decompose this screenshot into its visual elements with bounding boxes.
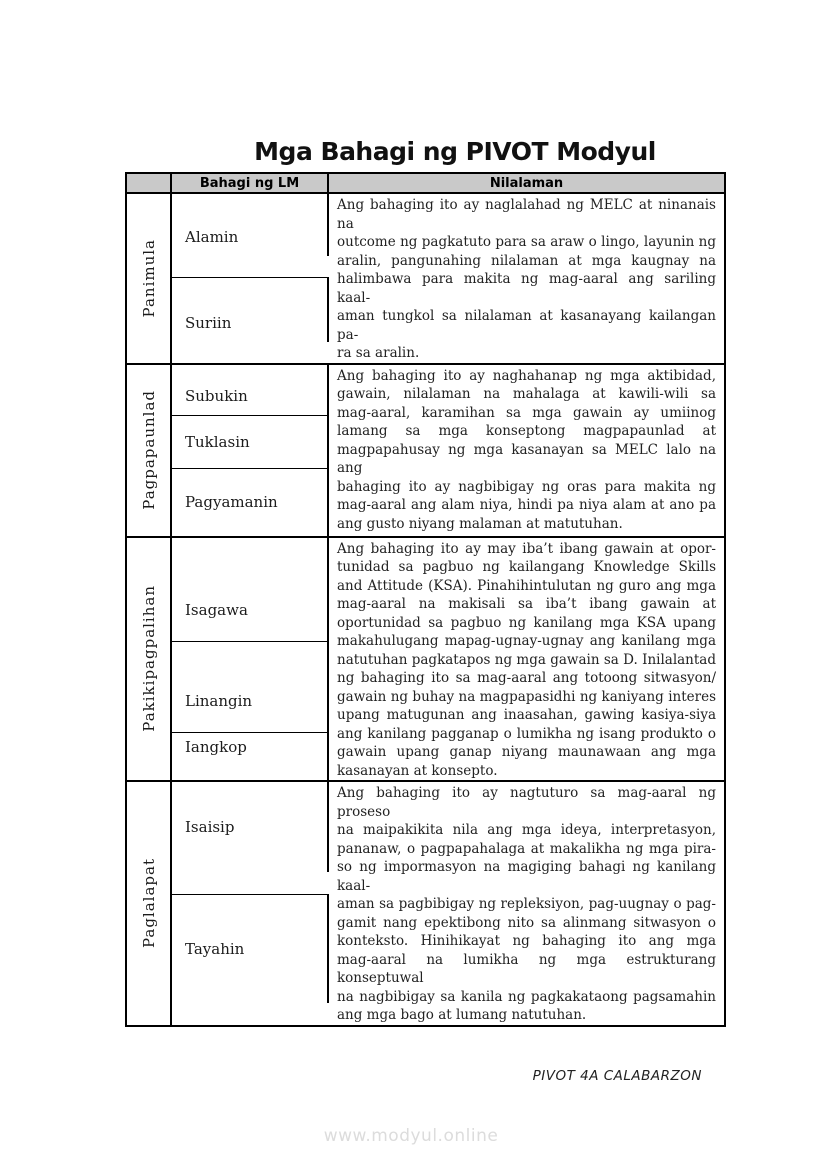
- content-line: Ang bahaging ito ay naghahanap ng mga aktibidad,: [337, 367, 716, 384]
- part-cell-suriin: Suriin: [172, 277, 329, 342]
- content-line: natutuhan pagkatapos ng mga gawain sa D. Inilalantad: [337, 651, 716, 668]
- stage-cell: [127, 365, 172, 536]
- section-panimula: [127, 194, 724, 363]
- pivot-module-table: [125, 172, 726, 1027]
- stage-label: Paglalapat: [139, 858, 158, 949]
- content-line: aralin, pangunahing nilalaman at mga kaugnay na: [337, 252, 716, 269]
- page-footer: PIVOT 4A CALABARZON: [532, 1068, 702, 1084]
- content-line: oportunidad sa pagbuo ng kanilang mga KSA upang: [337, 614, 716, 631]
- page-title: Mga Bahagi ng PIVOT Modyul: [254, 136, 656, 166]
- content-line: konteksto. Hinihikayat ng bahaging ito ang mga: [337, 933, 716, 949]
- content-line: Ang bahaging ito ay naglalahad ng MELC at ninanais na: [337, 197, 716, 232]
- part-cell-isagawa: Isagawa: [172, 538, 329, 641]
- content-line: tunidad sa pagbuo ng kailangang Knowledge Skills: [337, 559, 716, 575]
- content-cell: [329, 365, 724, 536]
- content-line: pananaw, o pagpapahalaga at makalikha ng mga pira-: [337, 840, 716, 857]
- header-part-cell: Bahagi ng LM: [172, 174, 329, 192]
- content-line: kasanayan at konsepto.: [337, 762, 498, 779]
- content-line: bahaging ito ay nagbibigay ng oras para makita ng: [337, 478, 716, 495]
- watermark: www.modyul.online: [323, 1126, 499, 1146]
- content-line: ng bahaging ito sa mag-aaral ang totoong sitwasyon/: [337, 670, 716, 686]
- stage-cell: [127, 194, 172, 363]
- part-cell-pagyamanin: Pagyamanin: [172, 468, 329, 536]
- part-cell-iangkop: Iangkop: [172, 732, 329, 780]
- header-stage-cell: [127, 174, 172, 192]
- content-line: makahulugang mapag-ugnay-ugnay ang kanilang mga: [337, 633, 716, 649]
- content-line: halimbawa para makita ng mag-aaral ang sariling kaal-: [337, 271, 716, 306]
- stage-label: Pakikipagpalihan: [139, 585, 158, 733]
- content-line: gawain upang ganap niyang maunawaan ang mga: [337, 744, 716, 760]
- header-content-cell: Nilalaman: [489, 175, 564, 191]
- part-cell-tayahin: Tayahin: [172, 894, 329, 1003]
- content-line: magpapahusay ng mga kasanayan sa MELC lalo na ang: [337, 441, 716, 476]
- content-line: so ng impormasyon na magiging bahagi ng kanilang kaal-: [337, 859, 716, 894]
- content-line: lamang sa mga konseptong magpapaunlad at: [337, 423, 716, 439]
- content-line: mag-aaral na lumikha ng mga estrukturang konseptuwal: [337, 951, 716, 986]
- content-line: aman sa pagbibigay ng repleksiyon, pag-uugnay o pag-: [337, 896, 716, 912]
- stage-label: Panimula: [139, 239, 158, 318]
- stage-cell: [127, 782, 172, 1025]
- content-line: outcome ng pagkatuto para sa araw o lingo, layunin ng: [337, 234, 716, 250]
- content-line: gawain, nilalaman na mahalaga at kawili-wili sa: [337, 386, 716, 402]
- section-paglalapat: [127, 780, 724, 1025]
- content-line: ang gusto niyang malaman at matutuhan.: [337, 515, 623, 532]
- part-cell-tuklasin: Tuklasin: [172, 415, 329, 468]
- table-header-row: [127, 174, 724, 194]
- content-line: mag-aaral na makisali sa iba’t ibang gawain at: [337, 596, 716, 612]
- part-cell-alamin: Alamin: [172, 194, 329, 256]
- content-line: Ang bahaging ito ay may iba’t ibang gawain at opor-: [337, 540, 716, 557]
- part-cell-linangin: Linangin: [172, 641, 329, 732]
- part-cell-isaisip: Isaisip: [172, 782, 329, 872]
- content-cell: [329, 194, 724, 363]
- content-line: mag-aaral, karamihan sa mga gawain ay umiinog: [337, 404, 716, 421]
- content-line: ang mga bago at lumang natutuhan.: [337, 1007, 587, 1023]
- content-line: aman tungkol sa nilalaman at kasanayang kailangan pa-: [337, 308, 716, 343]
- content-line: na nagbibigay sa kanila ng pagkakataong pagsamahin: [337, 988, 716, 1005]
- content-line: ang kanilang pagganap o lumikha ng isang produkto o: [337, 725, 716, 742]
- content-line: na maipakikita nila ang mga ideya, interpretasyon,: [337, 822, 716, 838]
- stage-label: Pagpapaunlad: [139, 390, 158, 510]
- content-line: mag-aaral ang alam niya, hindi pa niya alam at ano pa: [337, 497, 716, 513]
- stage-cell: [127, 538, 172, 781]
- content-line: ra sa aralin.: [337, 345, 420, 361]
- content-line: gamit nang epektibong nito sa alinmang sitwasyon o: [337, 914, 716, 931]
- content-cell: [329, 782, 724, 1025]
- section-pakikipagpalihan: [127, 536, 724, 781]
- part-cell-subukin: Subukin: [172, 365, 329, 415]
- content-line: Ang bahaging ito ay nagtuturo sa mag-aaral ng proseso: [337, 785, 716, 820]
- content-line: upang matugunan ang inaasahan, gawing kasiya-siya: [337, 707, 716, 723]
- content-line: gawain ng buhay na magpapasidhi ng kaniyang interes: [337, 688, 716, 705]
- content-cell: [329, 538, 724, 781]
- content-line: and Attitude (KSA). Pinahihintulutan ng guro ang mga: [337, 577, 716, 594]
- section-pagpapaunlad: [127, 363, 724, 536]
